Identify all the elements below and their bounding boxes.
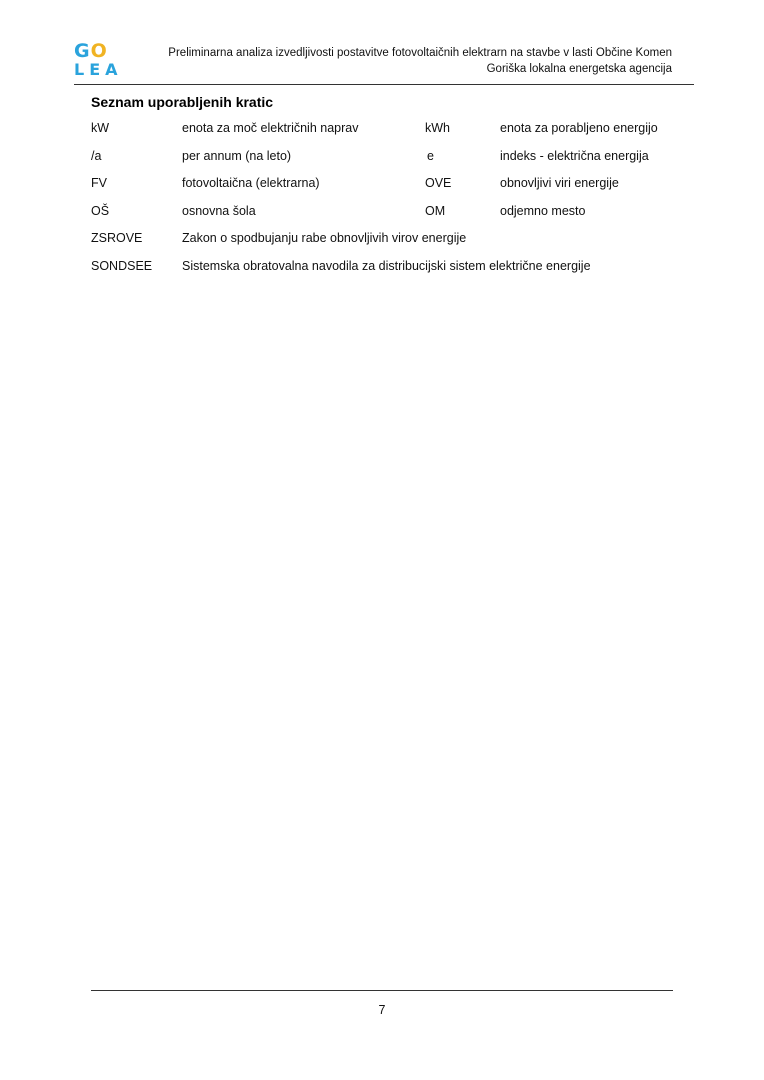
abbreviation-meaning: enota za moč električnih naprav	[182, 121, 359, 135]
abbreviation: FV	[91, 176, 107, 190]
abbreviation-row	[91, 149, 691, 177]
abbreviation-meaning: enota za porabljeno energijo	[500, 121, 658, 135]
abbreviation: OM	[425, 203, 446, 218]
abbreviation: OŠ	[91, 203, 110, 218]
abbreviation-row	[91, 121, 691, 149]
golea-logo	[74, 40, 123, 80]
abbreviation: kWh	[425, 121, 450, 135]
abbreviation-meaning: Zakon o spodbujanju rabe obnovljivih virov energije	[182, 231, 467, 245]
footer-divider	[91, 990, 673, 991]
abbreviation-row	[91, 231, 691, 259]
abbreviation: kW	[91, 121, 110, 135]
abbreviation-list	[91, 121, 691, 286]
abbreviation-meaning: indeks - električna energija	[500, 148, 649, 163]
logo-letter-a: A	[105, 60, 123, 79]
abbreviation: SONDSEE	[91, 258, 153, 273]
abbreviation: e	[427, 148, 434, 163]
document-header	[168, 45, 672, 77]
header-divider	[74, 84, 694, 85]
abbreviation-meaning: osnovna šola	[182, 203, 256, 218]
abbreviation-meaning: odjemno mesto	[500, 203, 586, 218]
abbreviation-meaning: obnovljivi viri energije	[500, 176, 619, 190]
abbreviation-row	[91, 204, 691, 232]
abbreviation: /a	[91, 148, 102, 163]
abbreviation-row	[91, 176, 691, 204]
abbreviation-row	[91, 259, 691, 287]
section-title: Seznam uporabljenih kratic	[91, 94, 274, 110]
abbreviation: ZSROVE	[91, 231, 143, 245]
abbreviation-meaning: Sistemska obratovalna navodila za distribucijski sistem električne energije	[182, 258, 591, 273]
logo-letter-e: E	[89, 60, 106, 79]
logo-letter-g: G	[74, 40, 91, 62]
abbreviation-meaning: fotovoltaična (elektrarna)	[182, 176, 320, 190]
page-number: 7	[378, 1003, 386, 1017]
header-title: Preliminarna analiza izvedljivosti postavitve fotovoltaičnih elektrarn na stavbe v lasti Občine Komen	[168, 47, 672, 59]
header-organization: Goriška lokalna energetska agencija	[486, 63, 672, 75]
abbreviation: OVE	[425, 176, 452, 190]
logo-letter-o: O	[90, 40, 108, 62]
abbreviation-meaning: per annum (na leto)	[182, 148, 292, 163]
logo-letter-l: L	[74, 60, 90, 79]
